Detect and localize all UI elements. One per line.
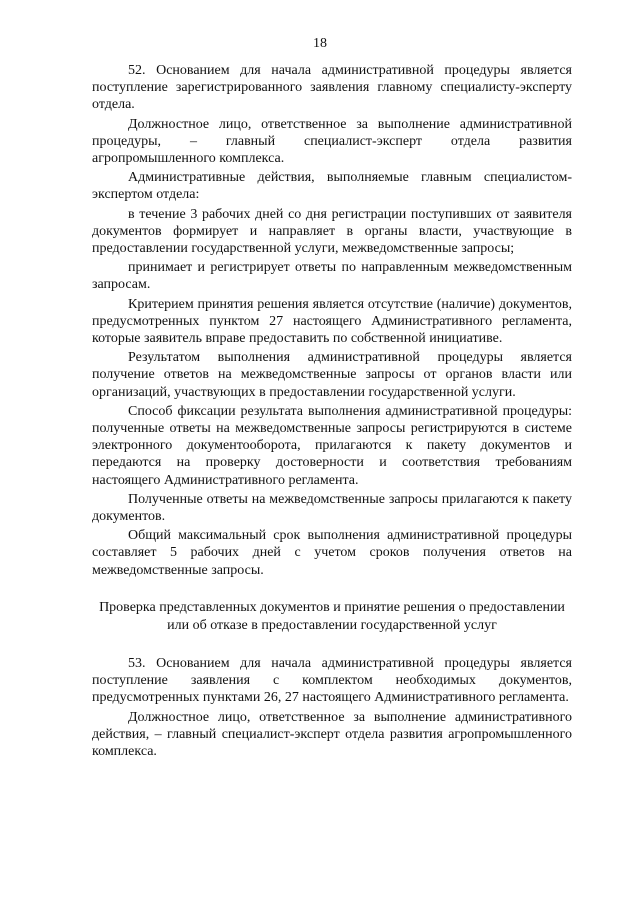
paragraph-admin-actions: Административные действия, выполняемые главным специалистом-экспертом отдела: <box>92 170 572 203</box>
page-number: 18 <box>313 36 327 51</box>
paragraph-max-term: Общий максимальный срок выполнения административной процедуры составляет 5 рабочих дней с учетом сроков получения ответов на межведомственные запросы. <box>92 528 572 578</box>
paragraph-53-responsible-official: Должностное лицо, ответственное за выполнение административного действия, – главный специалист-эксперт отдела развития агропромышленного комплекса. <box>92 709 572 759</box>
paragraph-result-fixation: Способ фиксации результата выполнения административной процедуры: полученные ответы на межведомственные запросы регистрируются в системе электронного документооборота, прилагаются к пакету документов и передаются на проверку достоверности и соответствия требованиям настоящего Административного регламента. <box>92 403 572 488</box>
paragraph-answers-attached: Полученные ответы на межведомственные запросы прилагаются к пакету документов. <box>92 491 572 525</box>
paragraph-52-basis: 52. Основанием для начала административной процедуры является поступление зарегистрированного заявления главному специалисту-эксперту отдела. <box>92 63 572 113</box>
paragraph-responsible-official: Должностное лицо, ответственное за выполнение административной процедуры, – главный специалист-эксперт отдела развития агропромышленного комплекса. <box>92 116 572 167</box>
document-body <box>92 62 572 760</box>
paragraph-registers-answers: принимает и регистрирует ответы по направленным межведомственным запросам. <box>92 260 572 293</box>
paragraph-53-basis: 53. Основанием для начала административной процедуры является поступление заявления с комплектом необходимых документов, предусмотренных пунктами 26, 27 настоящего Административного регламента. <box>92 655 572 706</box>
paragraph-forms-requests: в течение 3 рабочих дней со дня регистрации поступивших от заявителя документов формирует и направляет в органы власти, участвующие в предоставлении государственной услуги, межведомственные запросы; <box>92 206 572 257</box>
section-heading: Проверка представленных документов и принятие решения о предоставлении или об отказе в предоставлении государственной услуг <box>99 599 565 633</box>
paragraph-decision-criterion: Критерием принятия решения является отсутствие (наличие) документов, предусмотренных пунктом 27 настоящего Административного регламента, которые заявитель вправе предоставить по собственной инициативе. <box>92 296 572 347</box>
paragraph-procedure-result: Результатом выполнения административной процедуры является получение ответов на межведомственные запросы от органов власти или организаций, участвующих в предоставлении государственной услуги. <box>92 350 572 400</box>
